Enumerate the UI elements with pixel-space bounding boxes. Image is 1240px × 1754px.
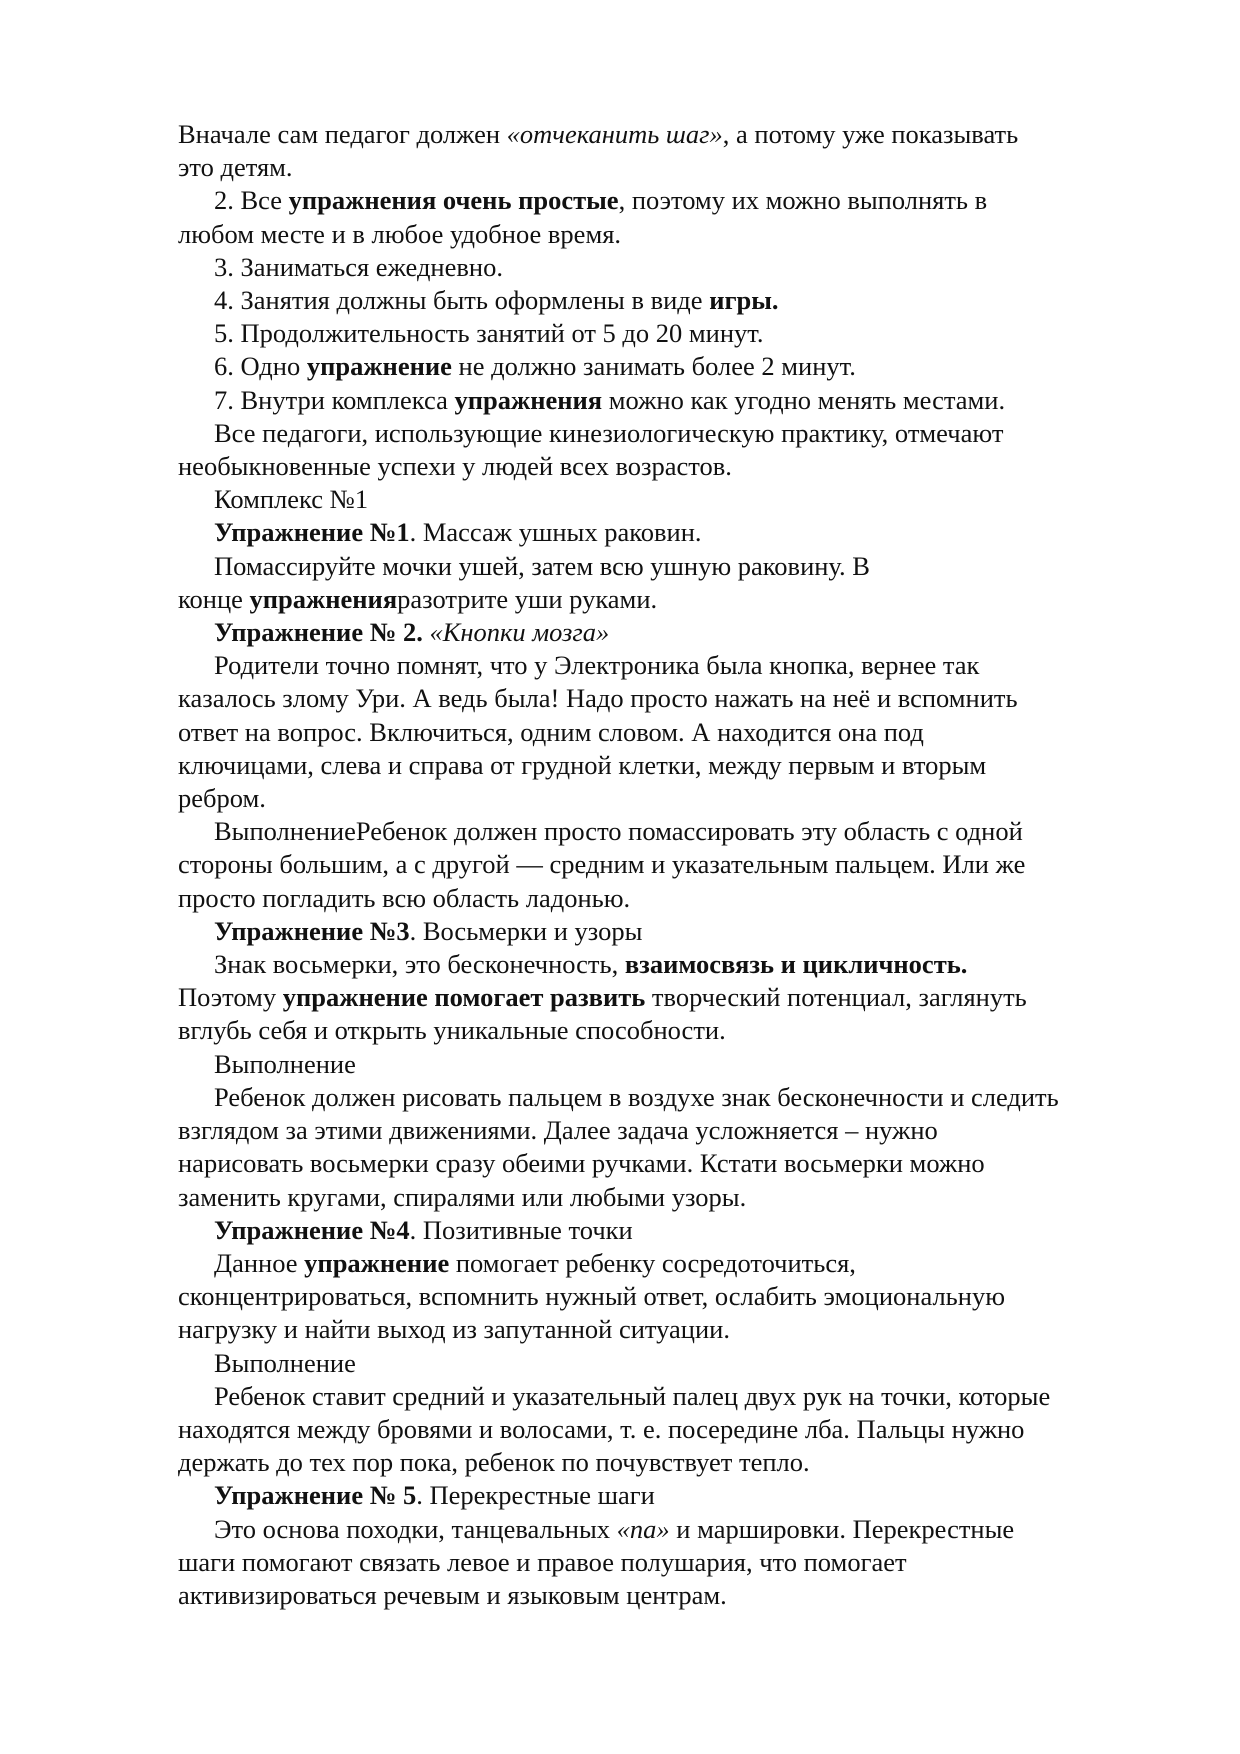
complex-heading: Комплекс №1 <box>214 484 369 515</box>
text-line: активизироваться речевым и языковым центрам. <box>178 1579 727 1610</box>
exercise-title: Упражнение №3 <box>214 915 410 946</box>
text-line <box>178 1247 1150 1280</box>
italic-quote: «отчеканить шаг» <box>506 119 723 149</box>
exercise-title: Упражнение № 2. <box>214 617 423 648</box>
text-run: не должно занимать более 2 минут. <box>451 351 856 382</box>
text-run: разотрите уши руками. <box>397 583 658 614</box>
rule-item-2 <box>178 184 1150 217</box>
text-line <box>178 583 1150 616</box>
exercise-subtitle: . Массаж ушных раковин. <box>409 517 702 548</box>
text-run: , а потому уже показывать <box>722 119 1019 149</box>
exercise-title: Упражнение №4 <box>214 1214 410 1245</box>
text-run: Знак восьмерки, это бесконечность, <box>214 949 625 980</box>
text-line: шаги помогают связать левое и правое полушария, что помогает <box>178 1546 907 1577</box>
bold-run: упражнение <box>304 1247 450 1278</box>
bold-run: упражнение помогает развить <box>282 982 646 1013</box>
text-line: нагрузку и найти выход из запутанной ситуации. <box>178 1314 730 1345</box>
text-line: ВыполнениеРебенок должен просто помассировать эту область с одной <box>214 816 1023 847</box>
text-line <box>178 118 1150 151</box>
text-line: держать до тех пор пока, ребенок по почувствует тепло. <box>178 1447 810 1478</box>
bold-run: упражнения очень простые <box>288 185 619 216</box>
text-line: нарисовать восьмерки сразу обеими ручками. Кстати восьмерки можно <box>178 1148 985 1179</box>
text-line <box>178 981 1150 1014</box>
exercise-2-heading <box>178 616 1150 649</box>
text-run: 7. Внутри комплекса <box>214 384 455 415</box>
rule-item-7 <box>178 384 1150 417</box>
text-run: Вначале сам педагог должен <box>178 119 507 149</box>
text-line: ребром. <box>178 783 266 814</box>
bold-run: упражнения <box>249 583 398 614</box>
text-line: сконцентрироваться, вспомнить нужный ответ, ослабить эмоциональную <box>178 1281 1005 1312</box>
text-run: творческий потенциал, заглянуть <box>645 982 1027 1013</box>
bold-run: упражнения <box>454 384 603 415</box>
text-line: необыкновенные успехи у людей всех возрастов. <box>178 451 732 482</box>
rule-item-5: 5. Продолжительность занятий от 5 до 20 минут. <box>214 318 764 349</box>
text-line: просто погладить всю область ладонью. <box>178 882 631 913</box>
exercise-5-heading <box>178 1479 1150 1512</box>
text-run: конце <box>178 583 250 614</box>
text-line: находятся между бровями и волосами, т. е. посередине лба. Пальцы нужно <box>178 1413 1025 1444</box>
text-line <box>178 948 1150 981</box>
text-line: это детям. <box>178 152 293 183</box>
text-line: Ребенок ставит средний и указательный палец двух рук на точки, которые <box>214 1380 1051 1411</box>
text-line <box>178 1513 1150 1546</box>
text-line: любом месте и в любое удобное время. <box>178 218 622 249</box>
exercise-subtitle: «Кнопки мозга» <box>422 617 610 648</box>
text-line: Все педагоги, использующие кинезиологическую практику, отмечают <box>214 417 1004 448</box>
bold-run: упражнение <box>306 351 452 382</box>
bold-run: взаимосвязь и цикличность. <box>624 949 968 980</box>
text-line: взглядом за этими движениями. Далее задача усложняется – нужно <box>178 1115 938 1146</box>
text-line: Родители точно помнят, что у Электроника была кнопка, вернее так <box>214 650 980 681</box>
text-line: Ребенок должен рисовать пальцем в воздухе знак бесконечности и следить <box>214 1081 1059 1112</box>
text-run: и маршировки. Перекрестные <box>669 1513 1015 1544</box>
text-run: можно как угодно менять местами. <box>602 384 1006 415</box>
text-run: , поэтому их можно выполнять в <box>618 185 988 216</box>
rule-item-4 <box>178 284 1150 317</box>
text-line: ключицами, слева и справа от грудной клетки, между первым и вторым <box>178 749 987 780</box>
exercise-subtitle: . Перекрестные шаги <box>416 1480 655 1511</box>
text-line: стороны большим, а с другой — средним и указательным пальцем. Или же <box>178 849 1026 880</box>
execution-label: Выполнение <box>214 1048 356 1079</box>
text-line: ответ на вопрос. Включиться, одним словом. А находится она под <box>178 716 924 747</box>
text-run: 4. Занятия должны быть оформлены в виде <box>214 285 710 316</box>
exercise-title: Упражнение № 5 <box>214 1480 417 1511</box>
exercise-subtitle: . Восьмерки и узоры <box>409 915 643 946</box>
bold-run: игры. <box>709 285 779 316</box>
text-line: Помассируйте мочки ушей, затем всю ушную раковину. В <box>214 550 870 581</box>
exercise-title: Упражнение №1 <box>214 517 410 548</box>
execution-label: Выполнение <box>214 1347 356 1378</box>
text-line: вглубь себя и открыть уникальные способности. <box>178 1015 726 1046</box>
text-run: Данное <box>214 1247 305 1278</box>
rule-item-3: 3. Заниматься ежедневно. <box>214 251 503 282</box>
text-line: казалось злому Ури. А ведь была! Надо просто нажать на неё и вспомнить <box>178 683 1018 714</box>
text-run: 6. Одно <box>214 351 307 382</box>
text-run: помогает ребенку сосредоточиться, <box>449 1247 856 1278</box>
text-run: Поэтому <box>178 982 283 1013</box>
exercise-4-heading <box>178 1214 1150 1247</box>
italic-quote: «па» <box>616 1513 670 1544</box>
exercise-3-heading <box>178 915 1150 948</box>
exercise-subtitle: . Позитивные точки <box>409 1214 633 1245</box>
text-run: Это основа походки, танцевальных <box>214 1513 617 1544</box>
rule-item-6 <box>178 350 1150 383</box>
text-line: заменить кругами, спиралями или любыми узоры. <box>178 1181 747 1212</box>
exercise-1-heading <box>178 516 1150 549</box>
text-run: 2. Все <box>214 185 289 216</box>
